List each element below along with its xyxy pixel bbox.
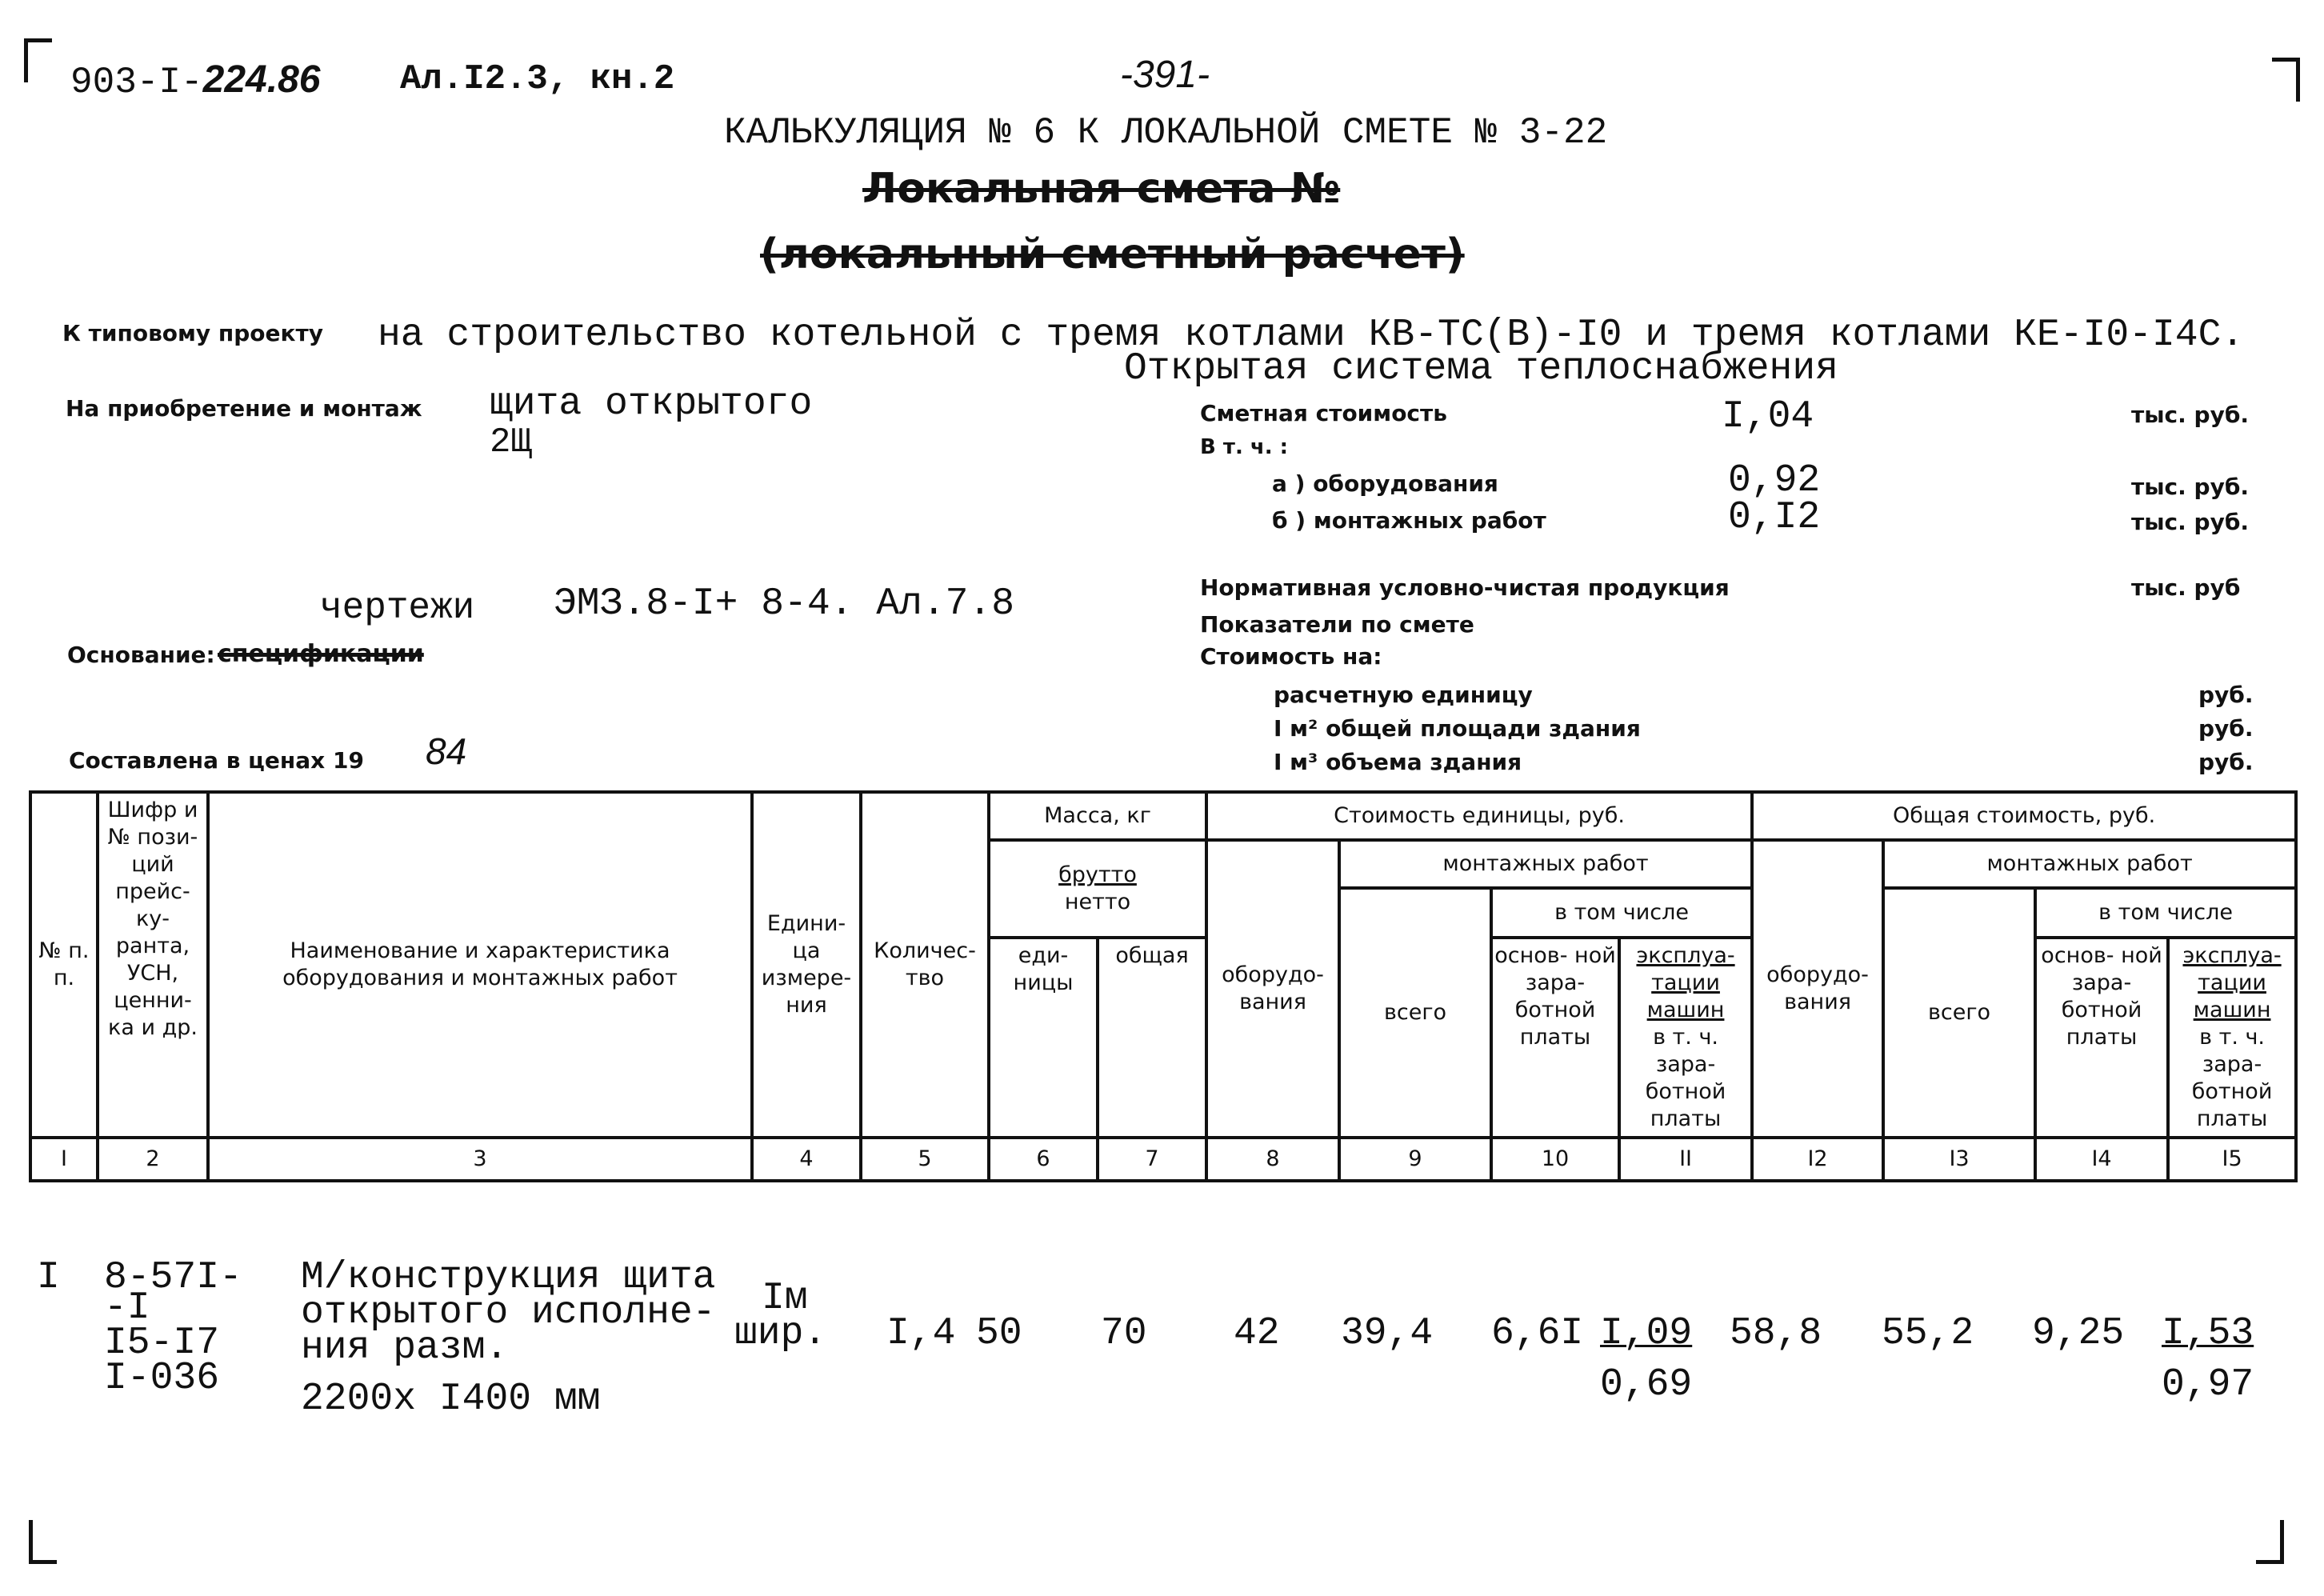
header-unit: Едини- ца измере- ния xyxy=(752,792,861,1138)
header-total-including: в том числе xyxy=(2035,888,2296,938)
estimated-cost-unit: тыс. руб. xyxy=(2131,402,2250,428)
column-number-2: 2 xyxy=(98,1138,208,1181)
header-total-cost: Общая стоимость, руб. xyxy=(1752,792,2296,840)
project-subtitle: Открытая система теплоснабжения xyxy=(1124,347,1838,390)
header-unit-wages: основ- ной зара- ботной платы xyxy=(1491,938,1619,1138)
column-number-11: II xyxy=(1619,1138,1752,1181)
row-mass-total: 70 xyxy=(1101,1312,1147,1355)
row-unit-line-2: шир. xyxy=(734,1312,827,1355)
equipment-cost-label: а ) оборудования xyxy=(1272,470,1498,497)
document-title: КАЛЬКУЛЯЦИЯ № 6 К ЛОКАЛЬНОЙ СМЕТЕ № 3-22 xyxy=(724,112,1608,154)
row-total-machines-wages: 0,97 xyxy=(2162,1363,2254,1406)
header-total-machines xyxy=(2168,938,2296,1138)
header-total-installation: монтажных работ xyxy=(1883,840,2296,888)
estimate-table xyxy=(29,790,2298,1182)
row-total-equipment: 58,8 xyxy=(1730,1312,1822,1355)
row-quantity: I,4 xyxy=(886,1312,956,1355)
column-number-1: I xyxy=(30,1138,98,1181)
project-label: К типовому проекту xyxy=(62,320,324,346)
row-name-line-2: открытого исполне- xyxy=(301,1291,716,1334)
row-code-line-2: -I xyxy=(104,1286,150,1330)
including-label: В т. ч. : xyxy=(1200,435,1289,459)
row-code-line-3: I5-I7 xyxy=(104,1322,220,1365)
column-number-10: 10 xyxy=(1491,1138,1619,1181)
purchase-value-line-1: щита открытого xyxy=(490,382,813,426)
header-name: Наименование и характеристика оборудования и монтажных работ xyxy=(208,792,752,1138)
row-mass-unit: 50 xyxy=(976,1312,1022,1355)
document-code-handwritten: 224.86 xyxy=(202,58,321,101)
basis-label: Основание: xyxy=(67,642,215,668)
project-value: на строительство котельной с тремя котлами КВ-ТС(В)-I0 и тремя котлами КЕ-I0-I4С. xyxy=(378,314,2245,357)
header-unit-machines-label: эксплуа- тации машин xyxy=(1636,943,1735,1022)
prices-year-value: 84 xyxy=(426,730,467,772)
row-unit-wages: 6,6I xyxy=(1491,1312,1584,1355)
struck-heading-2: (локальный сметный расчет) xyxy=(760,230,1465,278)
row-name-line-4: 2200х I400 мм xyxy=(301,1378,601,1421)
header-code: Шифр и № пози- ций прейс- ку- ранта, УСН, ценни- ка и др. xyxy=(98,792,208,1138)
equipment-cost-unit: тыс. руб. xyxy=(2131,474,2250,500)
installation-cost-unit: тыс. руб. xyxy=(2131,509,2250,535)
drawings-word: чертежи xyxy=(320,587,475,629)
column-number-8: 8 xyxy=(1206,1138,1339,1181)
row-total-machines: I,53 xyxy=(2162,1312,2254,1355)
row-code-line-1: 8-57I- xyxy=(104,1256,242,1299)
row-unit-equipment: 42 xyxy=(1234,1312,1280,1355)
column-number-6: 6 xyxy=(989,1138,1098,1181)
column-number-15: I5 xyxy=(2168,1138,2296,1181)
corner-mark-bottom-left xyxy=(29,1520,57,1564)
header-netto: нетто xyxy=(1064,890,1131,914)
row-unit-line-1: Iм xyxy=(762,1277,808,1320)
unit-cost-rub: руб. xyxy=(2198,682,2254,708)
struck-heading-1: Локальная смета № xyxy=(862,165,1341,213)
indicators-label: Показатели по смете xyxy=(1200,611,1474,638)
header-unit-installation: монтажных работ xyxy=(1339,840,1752,888)
installation-cost-value: 0,I2 xyxy=(1728,496,1821,539)
header-unit-cost: Стоимость единицы, руб. xyxy=(1206,792,1752,840)
row-total-wages: 9,25 xyxy=(2032,1312,2125,1355)
header-quantity: Количес- тво xyxy=(861,792,989,1138)
column-number-9: 9 xyxy=(1339,1138,1491,1181)
normative-production-label: Нормативная условно-чистая продукция xyxy=(1200,574,1730,601)
header-unit-machines xyxy=(1619,938,1752,1138)
document-code xyxy=(70,58,320,103)
installation-cost-label: б ) монтажных работ xyxy=(1272,507,1546,534)
purchase-value-line-2: 2Щ xyxy=(490,422,532,462)
unit-cost-label: расчетную единицу xyxy=(1274,682,1533,708)
corner-mark-top-right xyxy=(2272,58,2300,102)
header-total-machines-sub: в т. ч. зара- ботной платы xyxy=(2191,1025,2273,1131)
header-unit-including: в том числе xyxy=(1491,888,1752,938)
normative-production-unit: тыс. руб xyxy=(2131,574,2241,601)
drawings-reference: ЭМЗ.8-I+ 8-4. Ал.7.8 xyxy=(554,582,1015,626)
header-mass-per-unit: еди- ницы xyxy=(989,938,1098,1138)
volume-cost-label: I м³ объема здания xyxy=(1274,749,1522,775)
column-number-3: 3 xyxy=(208,1138,752,1181)
estimated-cost-label: Сметная стоимость xyxy=(1200,400,1447,426)
header-mass-brutto-netto xyxy=(989,840,1206,938)
purchase-label: На приобретение и монтаж xyxy=(66,395,422,422)
column-number-13: I3 xyxy=(1883,1138,2035,1181)
header-unit-machines-sub: в т. ч. зара- ботной платы xyxy=(1645,1025,1726,1131)
row-unit-machines-wages: 0,69 xyxy=(1600,1363,1693,1406)
area-cost-label: I м² общей площади здания xyxy=(1274,715,1641,742)
page-number: -391- xyxy=(1120,54,1210,96)
header-row-number: № п. п. xyxy=(30,792,98,1138)
column-number-5: 5 xyxy=(861,1138,989,1181)
header-unit-install-total: всего xyxy=(1339,888,1491,1138)
volume-cost-rub: руб. xyxy=(2198,749,2254,775)
column-number-4: 4 xyxy=(752,1138,861,1181)
area-cost-rub: руб. xyxy=(2198,715,2254,742)
column-number-12: I2 xyxy=(1752,1138,1883,1181)
album-reference: Ал.I2.3, кн.2 xyxy=(400,59,675,99)
row-name-line-3: ния разм. xyxy=(301,1326,509,1370)
header-brutto: брутто xyxy=(1058,862,1137,887)
row-number: I xyxy=(37,1256,60,1299)
row-unit-machines: I,09 xyxy=(1600,1312,1693,1355)
header-total-install-total: всего xyxy=(1883,888,2035,1138)
equipment-cost-value: 0,92 xyxy=(1728,459,1821,502)
header-mass-total: общая xyxy=(1098,938,1206,1138)
corner-mark-bottom-right xyxy=(2256,1520,2284,1564)
row-unit-install-total: 39,4 xyxy=(1341,1312,1434,1355)
header-mass: Масса, кг xyxy=(989,792,1206,840)
column-number-14: I4 xyxy=(2035,1138,2168,1181)
row-code-line-4: I-036 xyxy=(104,1357,220,1400)
prices-year-label: Составлена в ценах 19 xyxy=(69,747,364,774)
estimated-cost-value: I,04 xyxy=(1722,395,1814,438)
corner-mark-top-left xyxy=(24,38,52,82)
row-total-install: 55,2 xyxy=(1882,1312,1974,1355)
header-total-wages: основ- ной зара- ботной платы xyxy=(2035,938,2168,1138)
cost-for-label: Стоимость на: xyxy=(1200,643,1382,670)
header-unit-equipment: оборудо- вания xyxy=(1206,840,1339,1138)
column-number-7: 7 xyxy=(1098,1138,1206,1181)
document-code-prefix: 903-I- xyxy=(70,62,203,103)
basis-struck-text: спецификации xyxy=(218,640,424,668)
header-total-equipment: оборудо- вания xyxy=(1752,840,1883,1138)
row-name-line-1: М/конструкция щита xyxy=(301,1256,716,1299)
header-total-machines-label: эксплуа- тации машин xyxy=(2182,943,2282,1022)
